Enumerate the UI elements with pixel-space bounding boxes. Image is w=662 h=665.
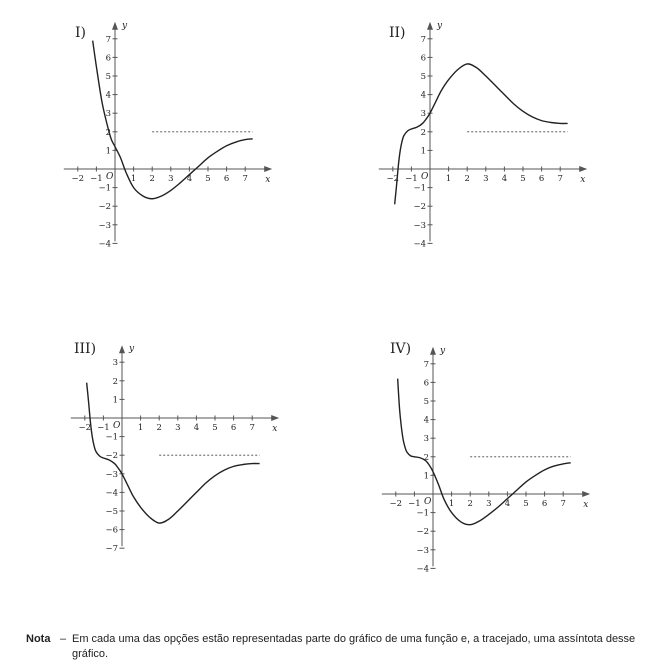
y-tick-label: −1 (98, 183, 111, 194)
y-tick-label: 7 (423, 359, 429, 370)
y-tick-label: 3 (112, 358, 118, 369)
y-tick-label: 3 (105, 109, 111, 120)
chart-1 (64, 21, 272, 250)
y-tick-label: −2 (413, 202, 426, 213)
y-tick-label: −4 (98, 239, 111, 250)
x-tick-label: 4 (186, 174, 193, 184)
x-axis-arrow (264, 166, 272, 172)
note-label: Nota (26, 633, 51, 645)
x-tick-label: −1 (408, 499, 421, 509)
y-tick-label: 3 (423, 434, 429, 445)
y-tick-label: 6 (105, 53, 111, 64)
y-axis-arrow (112, 22, 118, 30)
x-tick-label: 4 (501, 174, 508, 184)
y-tick-label: −6 (105, 525, 118, 536)
y-tick-label: 1 (420, 146, 426, 157)
y-tick-label: −1 (413, 183, 426, 194)
y-tick-label: 6 (423, 378, 429, 389)
x-tick-label: 3 (168, 174, 174, 184)
y-tick-label: −4 (416, 564, 429, 575)
chart-title: III) (74, 341, 97, 357)
y-tick-label: 5 (420, 72, 426, 82)
x-tick-label: 7 (249, 423, 255, 433)
x-tick-label: 1 (130, 174, 137, 184)
y-tick-label: −1 (416, 508, 429, 519)
y-tick-label: 1 (423, 471, 429, 482)
y-tick-label: 2 (420, 127, 426, 138)
y-tick-label: −3 (98, 220, 111, 231)
y-tick-label: 5 (423, 397, 429, 407)
chart-title: IV) (390, 341, 412, 357)
x-axis-label: x (583, 500, 589, 510)
x-axis-arrow (579, 166, 587, 172)
x-tick-label: 3 (483, 174, 489, 184)
x-tick-label: 4 (193, 423, 200, 433)
x-tick-label: 3 (175, 423, 181, 433)
x-tick-label: 6 (541, 499, 548, 509)
x-tick-label: −2 (386, 174, 400, 184)
x-tick-label: 6 (223, 174, 230, 184)
y-axis-arrow (427, 22, 433, 30)
y-tick-label: −5 (105, 507, 118, 517)
y-tick-label: −2 (98, 202, 111, 213)
origin-label: O (421, 172, 429, 182)
y-tick-label: 2 (105, 127, 111, 138)
x-tick-label: −1 (90, 174, 103, 184)
y-tick-label: 6 (420, 53, 426, 64)
y-tick-label: 2 (423, 452, 429, 463)
y-tick-label: −2 (105, 451, 118, 462)
chart-4 (382, 341, 590, 574)
x-tick-label: 2 (467, 499, 473, 509)
chart-3 (71, 341, 279, 554)
y-tick-label: −2 (416, 527, 429, 538)
y-tick-label: −1 (105, 432, 118, 443)
x-tick-label: 5 (523, 499, 529, 509)
x-tick-label: 7 (557, 174, 563, 184)
y-tick-label: 7 (420, 34, 426, 45)
y-tick-label: −4 (105, 488, 118, 499)
y-tick-label: 2 (112, 376, 118, 387)
y-axis-arrow (119, 345, 125, 353)
y-tick-label: −3 (413, 220, 426, 231)
note-text: Em cada uma das opções estão representadas parte do gráfico de uma função e, a tracejado, uma assíntota desse gráfico. (72, 633, 636, 660)
x-tick-label: 6 (538, 174, 545, 184)
y-tick-label: 5 (105, 72, 111, 82)
y-tick-label: 7 (105, 34, 111, 45)
x-tick-label: 1 (137, 423, 144, 433)
chart-2 (379, 21, 587, 250)
y-tick-label: 3 (420, 109, 426, 120)
y-tick-label: 4 (420, 90, 426, 101)
y-tick-label: 1 (112, 395, 118, 406)
x-axis-label: x (272, 424, 278, 434)
x-tick-label: 5 (212, 423, 218, 433)
y-tick-label: −3 (416, 545, 429, 556)
x-tick-label: 2 (149, 174, 155, 184)
y-tick-label: 1 (105, 146, 111, 157)
y-axis-label: y (129, 344, 135, 355)
x-tick-label: −1 (97, 423, 110, 433)
x-tick-label: 3 (486, 499, 492, 509)
y-axis-label: y (440, 345, 446, 356)
x-axis-arrow (582, 491, 590, 497)
y-axis-label: y (122, 20, 128, 31)
x-tick-label: −2 (389, 499, 403, 509)
x-tick-label: 7 (560, 499, 566, 509)
y-tick-label: −3 (105, 469, 118, 480)
x-tick-label: 2 (156, 423, 162, 433)
y-tick-label: 4 (105, 90, 111, 101)
y-tick-label: −7 (105, 544, 118, 555)
x-tick-label: −2 (78, 423, 92, 433)
y-tick-label: 4 (423, 415, 429, 426)
x-axis-label: x (265, 175, 271, 185)
x-tick-label: −1 (405, 174, 418, 184)
x-tick-label: 7 (242, 174, 248, 184)
x-tick-label: 1 (448, 499, 455, 509)
origin-label: O (106, 172, 114, 182)
x-axis-label: x (580, 175, 586, 185)
origin-label: O (113, 421, 121, 431)
x-tick-label: 5 (520, 174, 526, 184)
chart-title: II) (389, 25, 406, 41)
note-dash: – (60, 633, 67, 645)
origin-label: O (424, 497, 432, 507)
x-axis-arrow (271, 415, 279, 421)
x-tick-label: 5 (205, 174, 211, 184)
x-tick-label: 1 (445, 174, 452, 184)
x-tick-label: 6 (230, 423, 237, 433)
y-axis-arrow (430, 347, 436, 355)
chart-title: I) (75, 25, 86, 41)
y-tick-label: −4 (413, 239, 426, 250)
x-tick-label: 2 (464, 174, 470, 184)
x-tick-label: −2 (71, 174, 85, 184)
y-axis-label: y (437, 20, 443, 31)
x-tick-label: 4 (504, 499, 511, 509)
